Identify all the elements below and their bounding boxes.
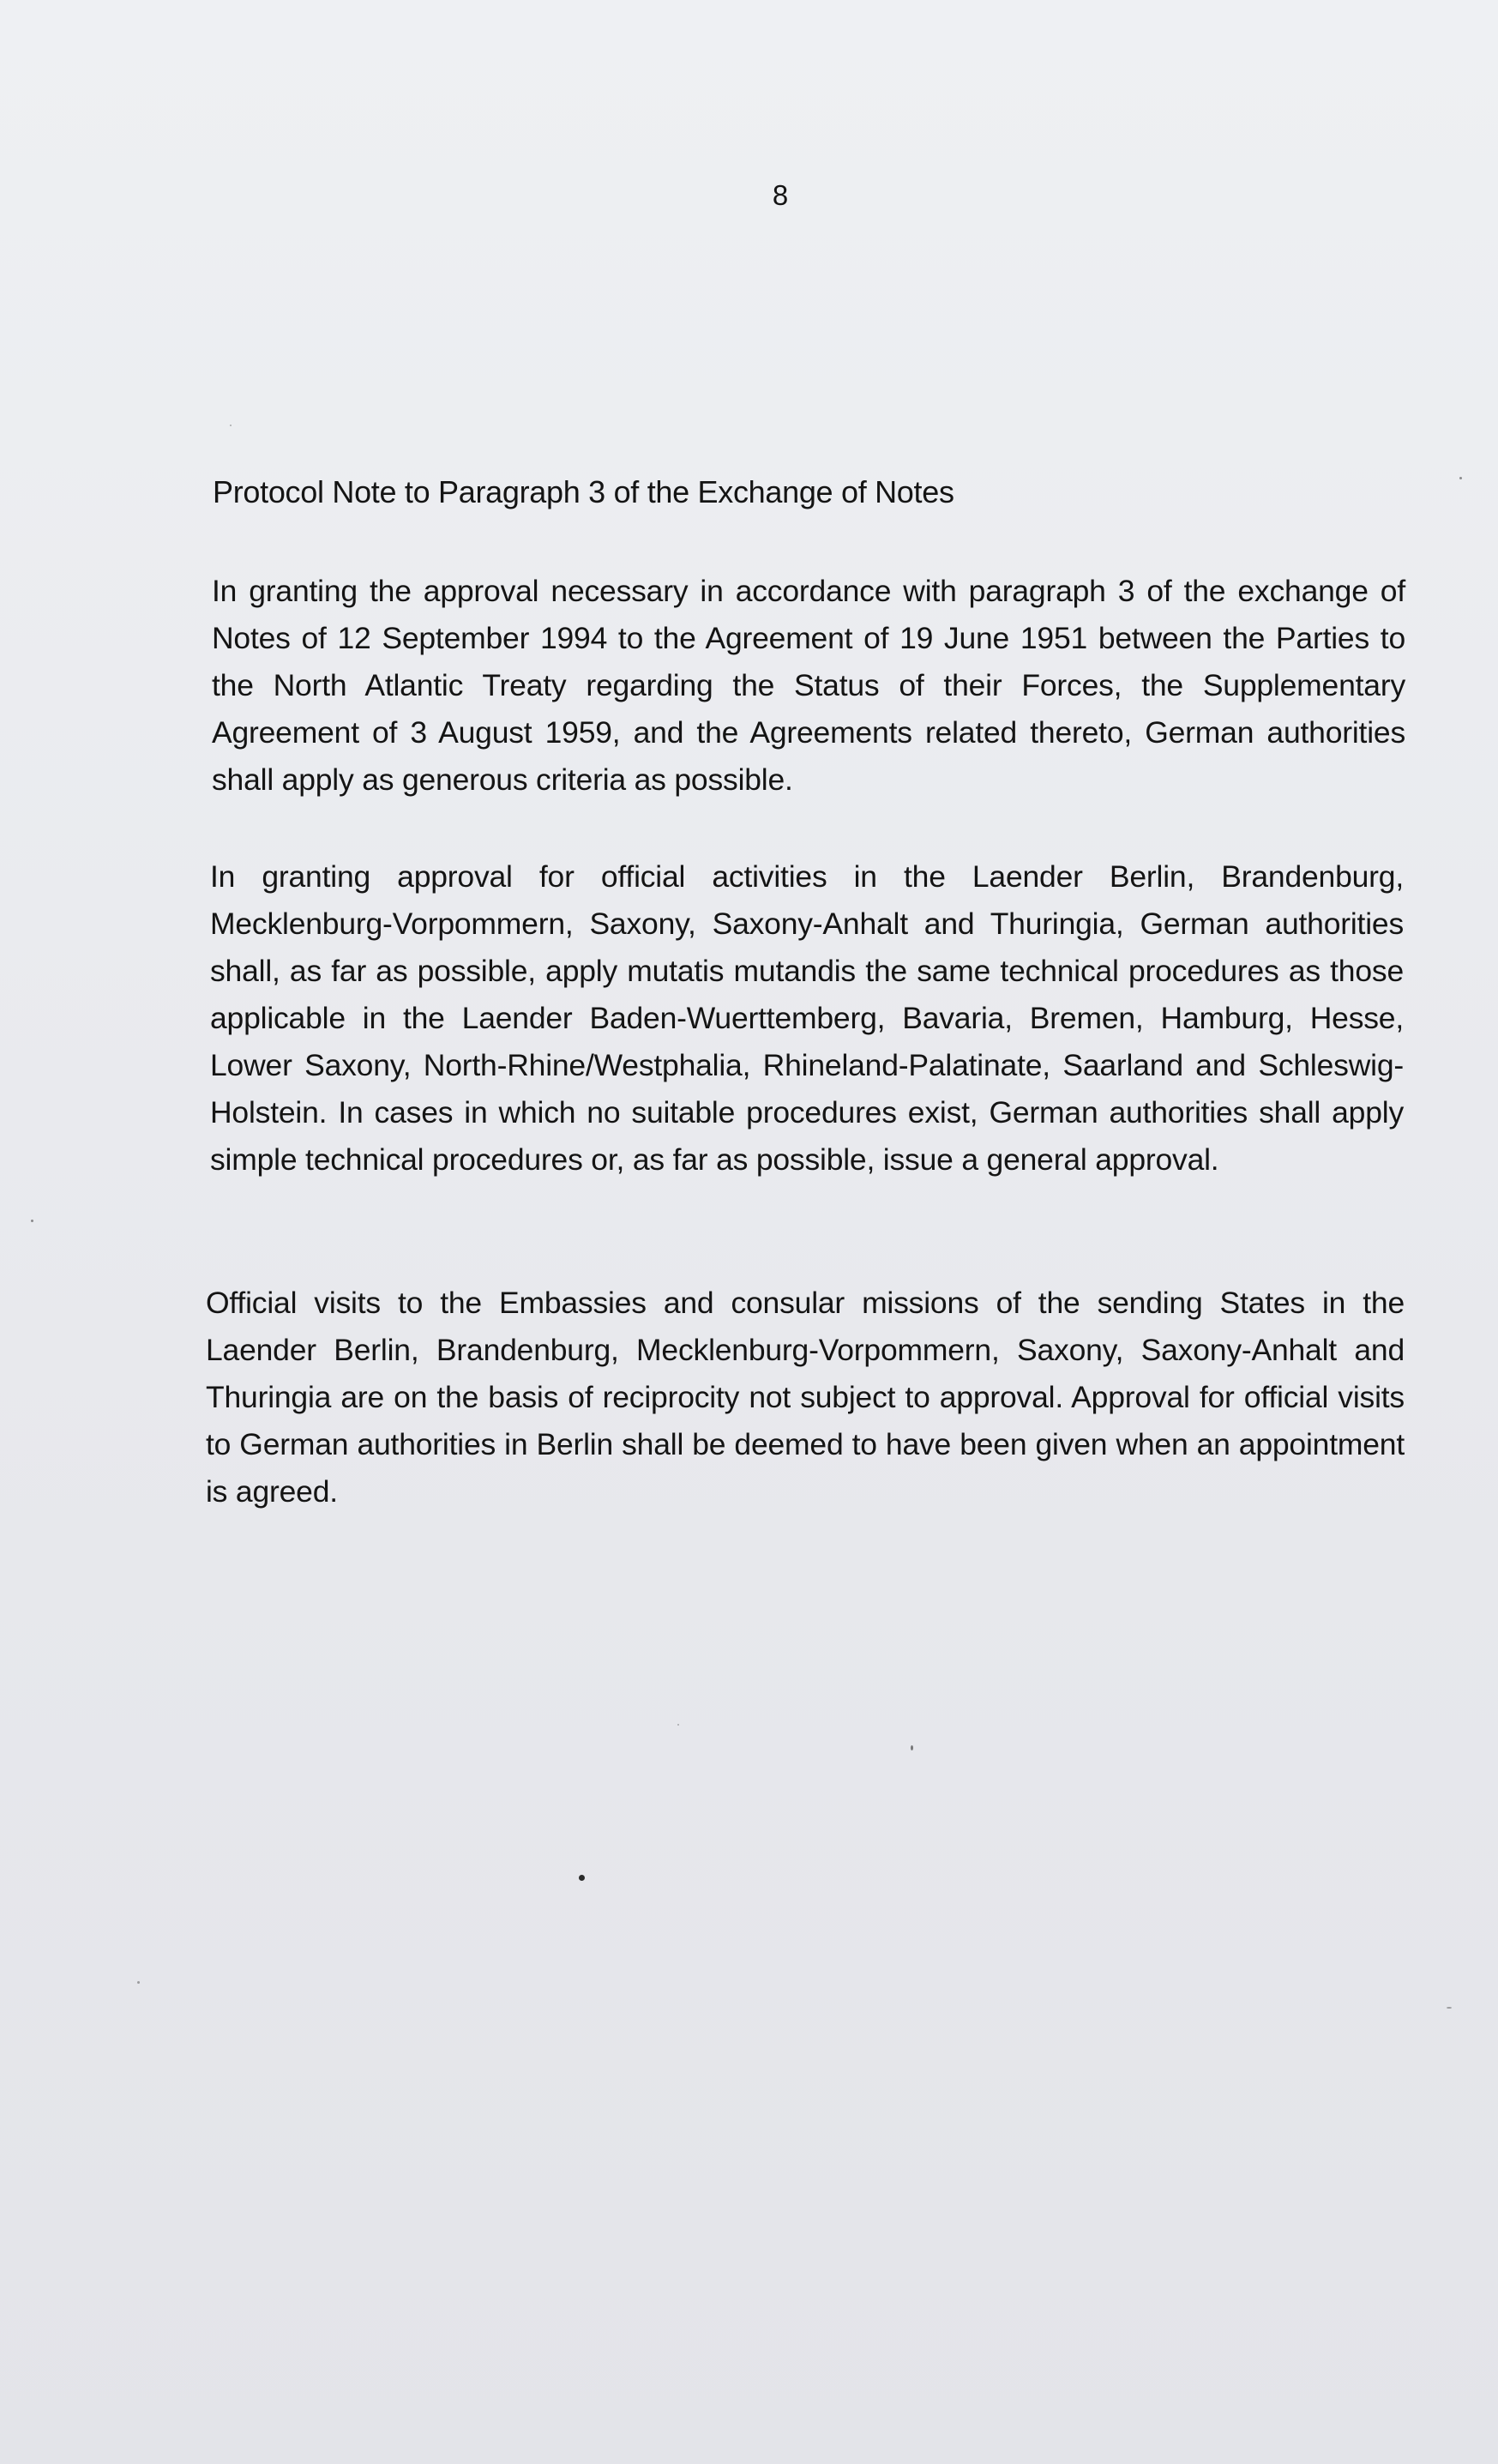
scan-speck [677,1724,679,1726]
scan-speck [1459,477,1462,479]
paragraph-2: In granting approval for official activities in the Laender Berlin, Brandenburg, Mecklenburg-Vorpommern, Saxony, Saxony-Anhalt and Thuringia, German authorities shall, as far as possible, apply mutatis mutandis the same technical procedures as those applicable in the Laender Baden-Wuerttemberg, Bavaria, Bremen, Hamburg, Hesse, Lower Saxony, North-Rhine/Westphalia, Rhineland-Palatinate, Saarland and Schleswig-Holstein. In cases in which no suitable procedures exist, German authorities shall apply simple technical procedures or, as far as possible, issue a general approval. [210,859,1404,1177]
scan-speck [230,425,232,426]
paragraph-1: In granting the approval necessary in accordance with paragraph 3 of the exchange of Notes of 12 September 1994 to the Agreement of 19 June 1951 between the Parties to the North Atlantic Treaty regarding the Status of their Forces, the Supplementary Agreement of 3 August 1959, and the Agreements related thereto, German authorities shall apply as generous criteria as possible. [212,574,1405,797]
scan-speck [1447,2007,1452,2009]
page-number: 8 [772,179,789,211]
scan-speck [137,1981,140,1984]
scan-speck [579,1875,585,1881]
scan-speck [911,1745,913,1750]
paragraph-3: Official visits to the Embassies and consular missions of the sending States in the Laender Berlin, Brandenburg, Mecklenburg-Vorpommern, Saxony, Saxony-Anhalt and Thuringia are on the basis of reciprocity not subject to approval. Approval for official visits to German authorities in Berlin shall be deemed to have been given when an appointment is agreed. [206,1286,1405,1509]
scan-speck [31,1220,33,1222]
document-title: Protocol Note to Paragraph 3 of the Exchange of Notes [213,474,954,509]
